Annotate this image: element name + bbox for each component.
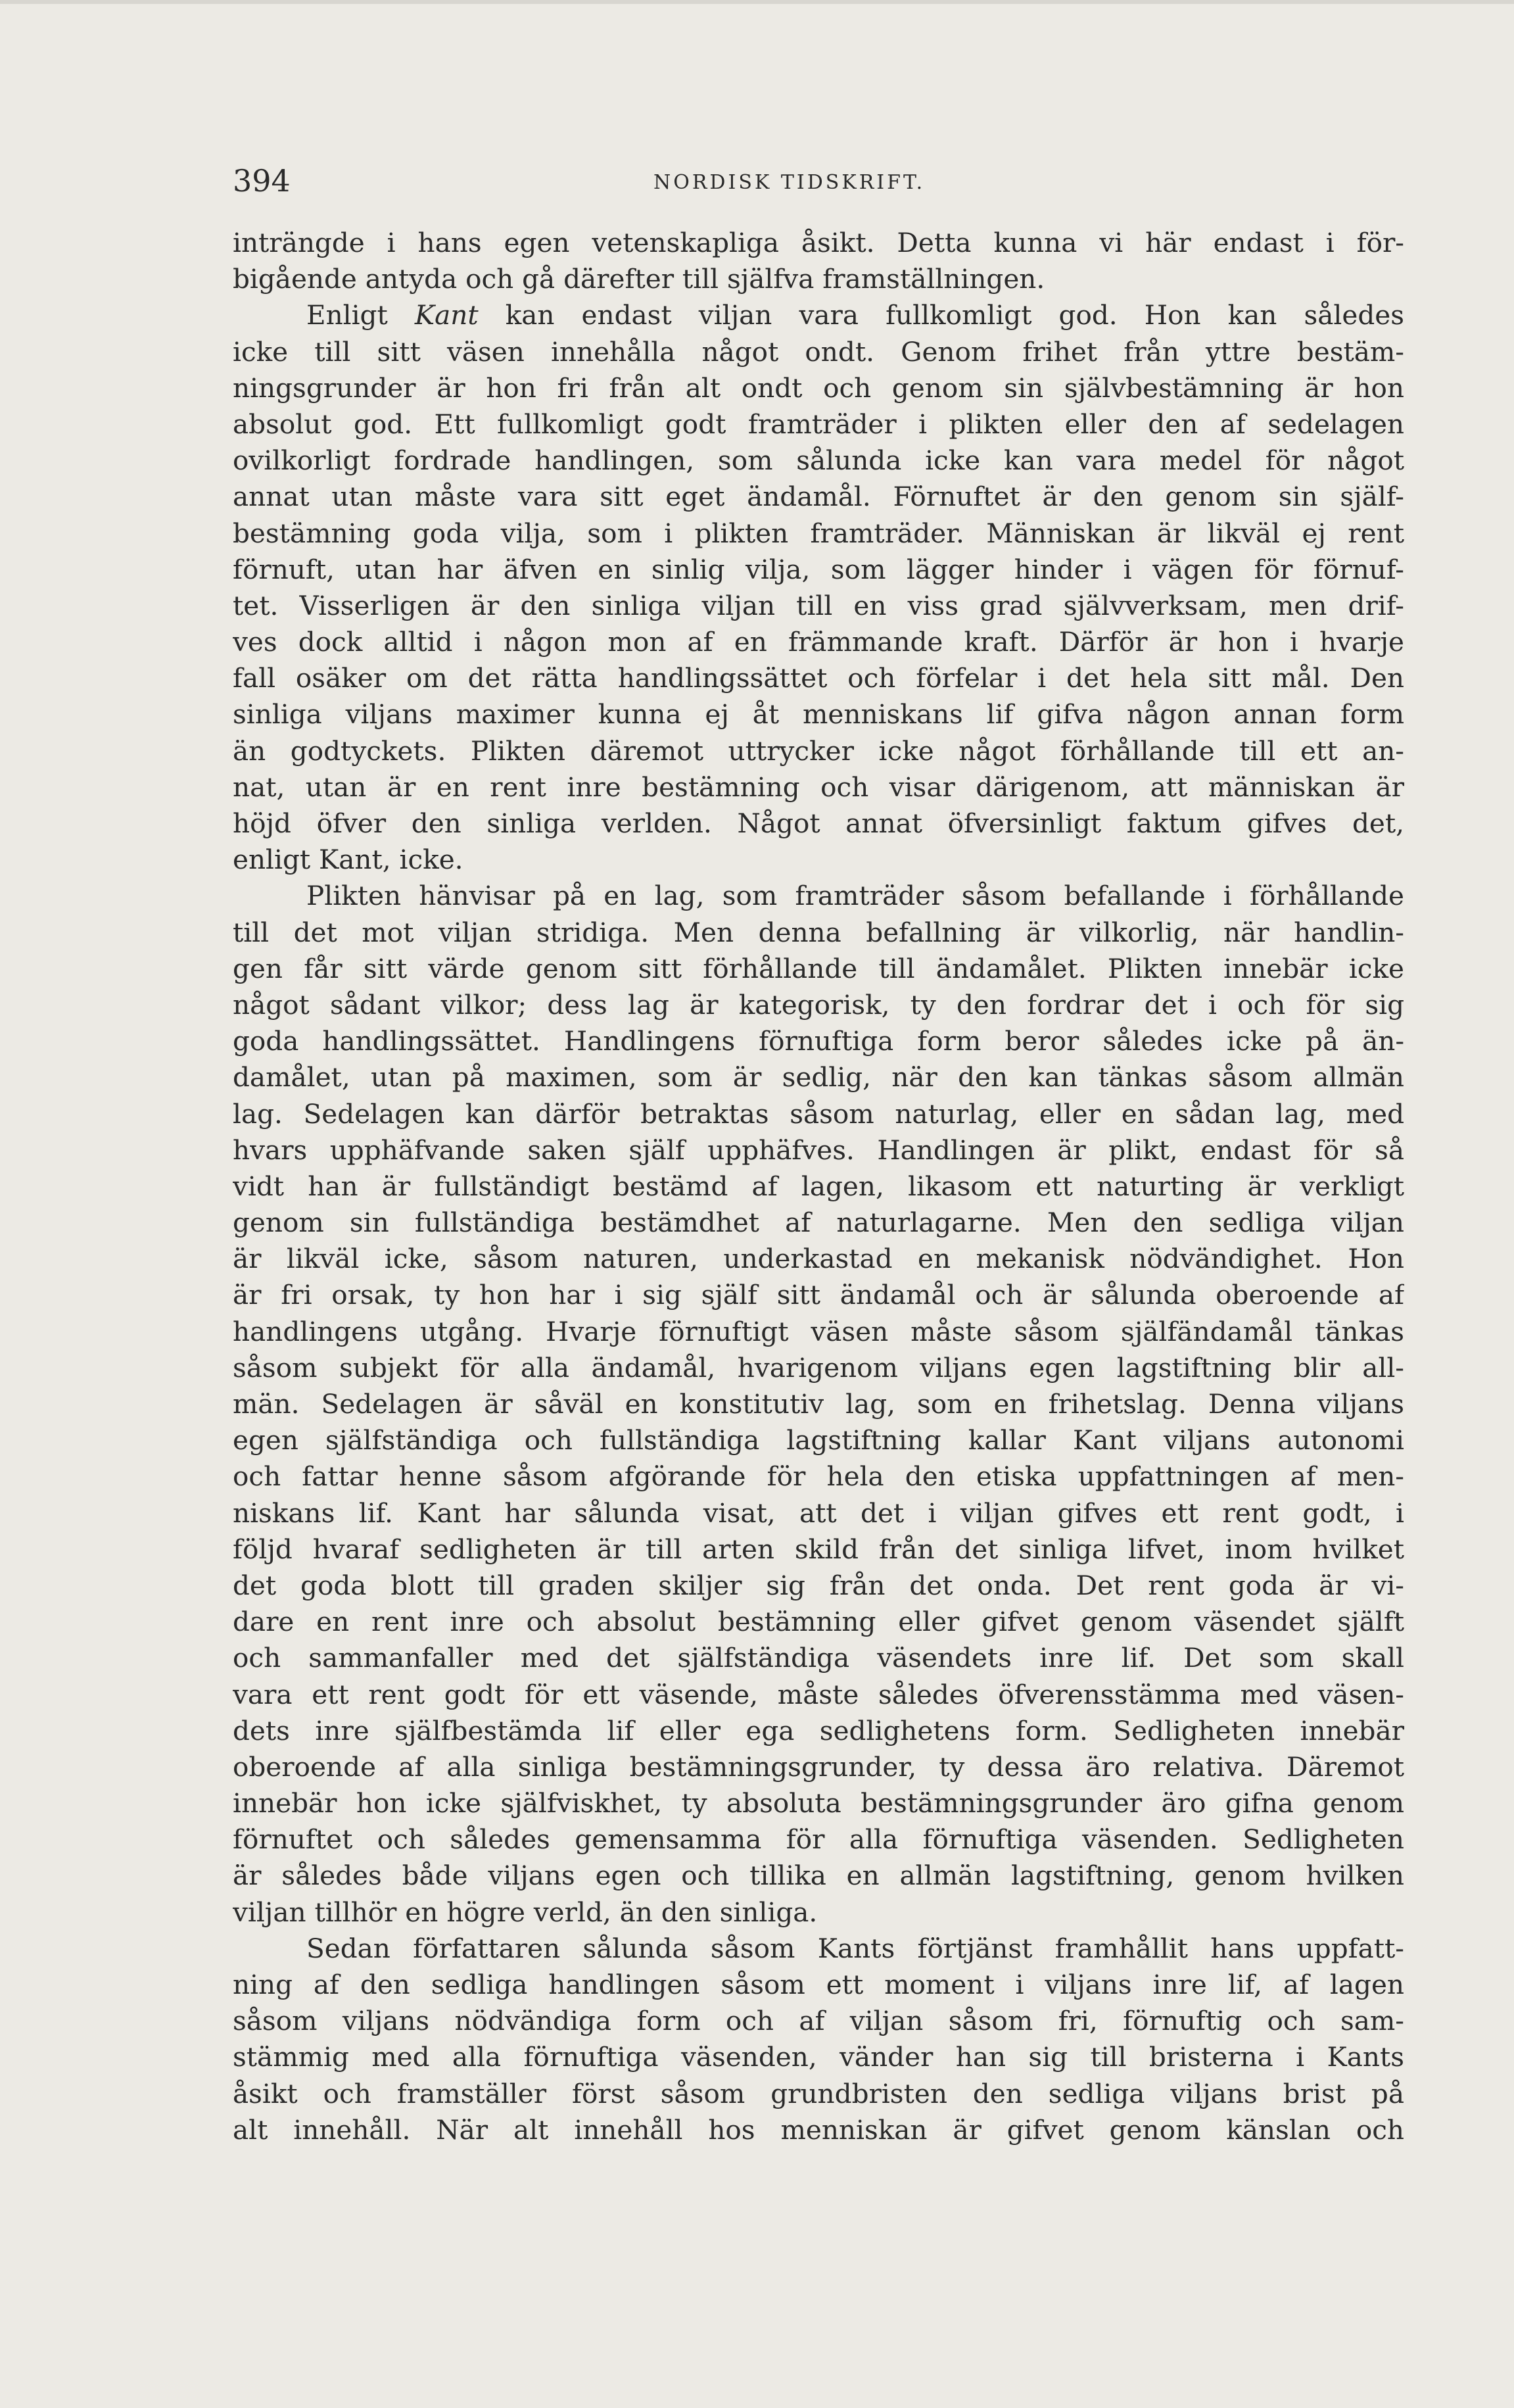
text-line: oberoende af alla sinliga bestämningsgrunder, ty dessa äro relativa. Däremot bbox=[233, 1750, 1404, 1783]
text-line: är fri orsak, ty hon har i sig själf sitt ändamål och är sålunda oberoende af bbox=[233, 1279, 1404, 1311]
text-line: viljan tillhör en högre verld, än den sinliga. bbox=[233, 1896, 818, 1928]
text-line: egen själfständiga och fullständiga lagstiftning kallar Kant viljans autonomi bbox=[233, 1424, 1404, 1457]
text-line bbox=[233, 297, 1404, 333]
text-line: inträngde i hans egen vetenskapliga åsikt. Detta kunna vi här endast i för- bbox=[233, 227, 1404, 258]
text-line: stämmig med alla förnuftiga väsenden, vänder han sig till bristerna i Kants bbox=[233, 2041, 1404, 2073]
text-line: höjd öfver den sinliga verlden. Något annat öfversinligt faktum gifves det, bbox=[233, 807, 1404, 839]
text-line: åsikt och framställer först såsom grundbristen den sedliga viljans brist på bbox=[233, 2077, 1404, 2109]
text-line: och fattar henne såsom afgörande för hela den etiska uppfattningen af men- bbox=[233, 1460, 1404, 1493]
text-line: förnuftet och således gemensamma för alla förnuftiga väsenden. Sedligheten bbox=[233, 1823, 1404, 1856]
text-line: tet. Visserligen är den sinliga viljan till en viss grad självverksam, men drif- bbox=[233, 589, 1404, 621]
text-line: är likväl icke, såsom naturen, underkastad en mekanisk nödvändighet. Hon bbox=[233, 1243, 1404, 1275]
running-head bbox=[233, 161, 1403, 201]
text-line: något sådant vilkor; dess lag är kategorisk, ty den fordrar det i och för sig bbox=[233, 988, 1404, 1021]
text-line: bigående antyda och gå därefter till själfva framställningen. bbox=[233, 263, 1045, 295]
text-line: handlingens utgång. Hvarje förnuftigt väsen måste såsom själfändamål tänkas bbox=[233, 1315, 1404, 1347]
text-line: alt innehåll. När alt innehåll hos menniskan är gifvet genom känslan och bbox=[233, 2113, 1404, 2146]
text-line: förnuft, utan har äfven en sinlig vilja, som lägger hinder i vägen för förnuf- bbox=[233, 553, 1404, 585]
text-line: genom sin fullständiga bestämdhet af naturlagarne. Men den sedliga viljan bbox=[233, 1207, 1404, 1239]
text-line: vidt han är fullständigt bestämd af lagen, likasom ett naturting är verkligt bbox=[233, 1170, 1404, 1202]
page-number: 394 bbox=[233, 163, 291, 199]
text-line: innebär hon icke själfviskhet, ty absoluta bestämningsgrunder äro gifna genom bbox=[233, 1787, 1404, 1819]
text-line: och sammanfaller med det själfständiga väsendets inre lif. Det som skall bbox=[233, 1642, 1404, 1674]
text-line: än godtyckets. Plikten däremot uttrycker icke något förhållande till ett an- bbox=[233, 734, 1404, 767]
text-line: goda handlingssättet. Handlingens förnuftiga form beror således icke på än- bbox=[233, 1025, 1404, 1057]
page-edge bbox=[0, 0, 1514, 4]
text-line: sinliga viljans maximer kunna ej åt menniskans lif gifva någon annan form bbox=[233, 698, 1404, 731]
text-line: nat, utan är en rent inre bestämning och visar därigenom, att människan är bbox=[233, 771, 1404, 803]
emphasized-name: Kant bbox=[414, 299, 479, 331]
text-line: niskans lif. Kant har sålunda visat, att det i viljan gifves ett rent godt, i bbox=[233, 1497, 1404, 1529]
text-line: det goda blott till graden skiljer sig från det onda. Det rent goda är vi- bbox=[233, 1569, 1404, 1601]
text-line: hvars upphäfvande saken själf upphäfves. Handlingen är plikt, endast för så bbox=[233, 1134, 1404, 1166]
text-fragment: Enligt bbox=[306, 299, 415, 331]
text-line: såsom viljans nödvändiga form och af viljan såsom fri, förnuftig och sam- bbox=[233, 2005, 1404, 2037]
text-line: är således både viljans egen och tillika en allmän lagstiftning, genom hvilken bbox=[233, 1860, 1404, 1892]
text-line: ves dock alltid i någon mon af en främmande kraft. Därför är hon i hvarje bbox=[233, 626, 1404, 658]
text-line: fall osäker om det rätta handlingssättet och förfelar i det hela sitt mål. Den bbox=[233, 662, 1404, 694]
text-line: ningsgrunder är hon fri från alt ondt och genom sin självbestämning är hon bbox=[233, 372, 1404, 404]
text-line: ning af den sedliga handlingen såsom ett moment i viljans inre lif, af lagen bbox=[233, 1969, 1404, 2000]
text-line: icke till sitt väsen innehålla något ondt. Genom frihet från yttre bestäm- bbox=[233, 335, 1404, 368]
text-line: män. Sedelagen är såväl en konstitutiv lag, som en frihetslag. Denna viljans bbox=[233, 1388, 1404, 1420]
text-line: dare en rent inre och absolut bestämning eller gifvet genom väsendet själft bbox=[233, 1606, 1404, 1638]
text-line: såsom subjekt för alla ändamål, hvarigenom viljans egen lagstiftning blir all- bbox=[233, 1351, 1404, 1384]
text-fragment: kan endast viljan vara fullkomligt god. Hon kan således bbox=[478, 299, 1404, 331]
text-line: lag. Sedelagen kan därför betraktas såsom naturlag, eller en sådan lag, med bbox=[233, 1097, 1404, 1130]
body-text bbox=[233, 225, 1404, 2148]
text-line: bestämning goda vilja, som i plikten framträder. Människan är likväl ej rent bbox=[233, 517, 1404, 549]
text-line: vara ett rent godt för ett väsende, måste således öfverensstämma med väsen- bbox=[233, 1678, 1404, 1710]
text-line: dets inre själfbestämda lif eller ega sedlighetens form. Sedligheten innebär bbox=[233, 1714, 1404, 1746]
text-line: annat utan måste vara sitt eget ändamål. Förnuftet är den genom sin själf- bbox=[233, 481, 1404, 513]
text-line: absolut god. Ett fullkomligt godt framträder i plikten eller den af sedelagen bbox=[233, 408, 1404, 440]
text-line: Plikten hänvisar på en lag, som framträder såsom befallande i förhållande bbox=[306, 880, 1404, 912]
text-line: följd hvaraf sedligheten är till arten skild från det sinliga lifvet, inom hvilket bbox=[233, 1533, 1404, 1565]
text-line: enligt Kant, icke. bbox=[233, 844, 463, 876]
journal-title: NORDISK TIDSKRIFT. bbox=[653, 171, 926, 194]
text-line: gen får sitt värde genom sitt förhållande till ändamålet. Plikten innebär icke bbox=[233, 952, 1404, 984]
text-line: till det mot viljan stridiga. Men denna befallning är vilkorlig, när handlin- bbox=[233, 916, 1404, 948]
text-line: Sedan författaren sålunda såsom Kants förtjänst framhållit hans uppfatt- bbox=[306, 1932, 1404, 1964]
text-line: damålet, utan på maximen, som är sedlig, när den kan tänkas såsom allmän bbox=[233, 1061, 1404, 1094]
text-line: ovilkorligt fordrade handlingen, som sålunda icke kan vara medel för något bbox=[233, 445, 1404, 477]
